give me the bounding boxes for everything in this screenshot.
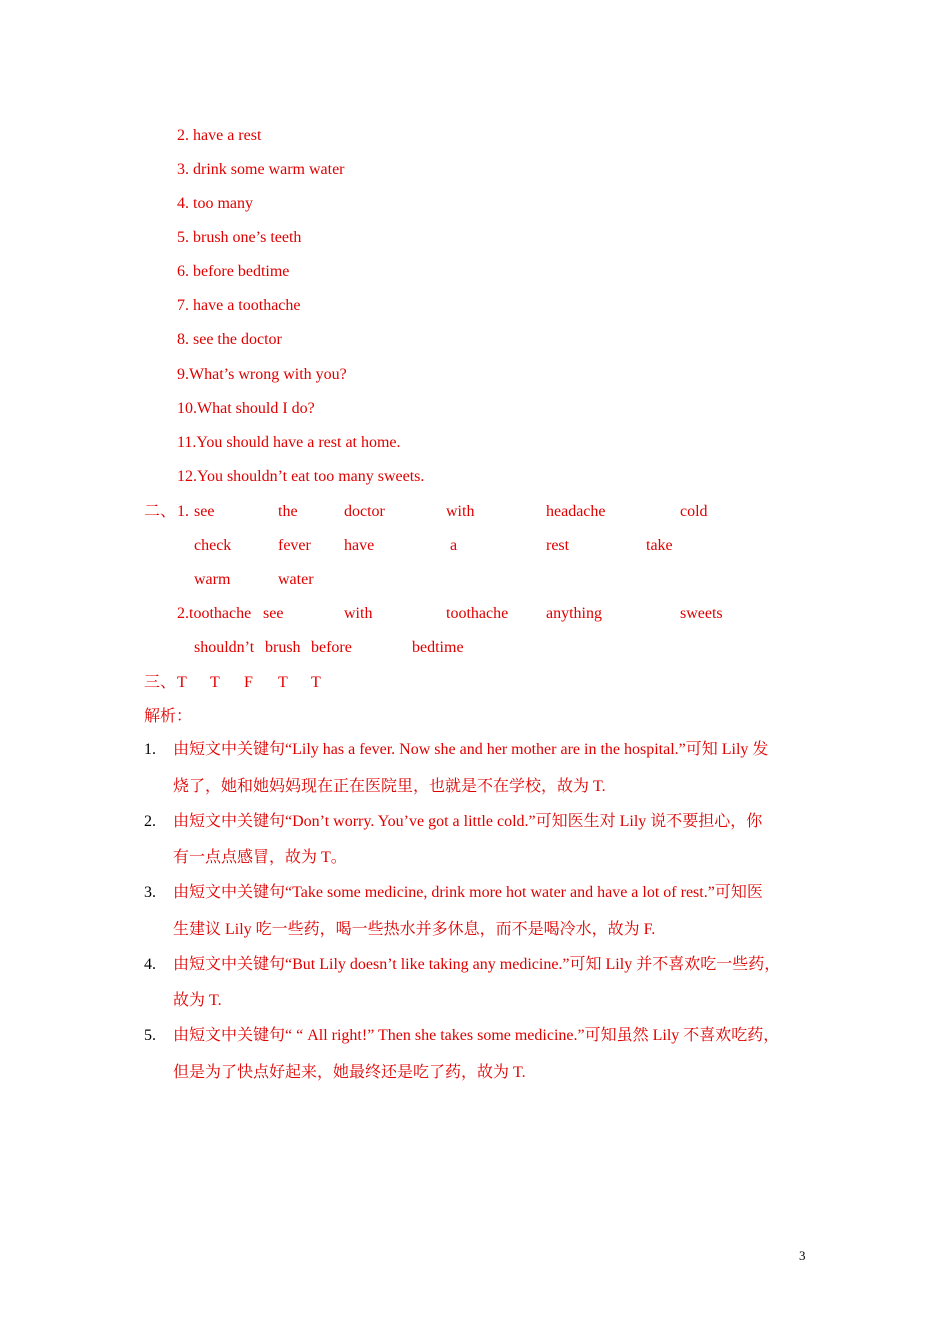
answer-word: see [194, 503, 215, 520]
list-item: 8. see the doctor [177, 331, 282, 348]
analysis-text: 由短文中关键句“But Lily doesn’t like taking any medicine.”可知 Lily 并不喜欢吃一些药， [173, 956, 781, 973]
analysis-text: 故为 T. [173, 992, 222, 1009]
answer-word: 2.toothache [177, 605, 252, 622]
list-item: 9.What’s wrong with you? [177, 366, 347, 383]
answer-word: anything [546, 605, 602, 622]
answer-word: toothache [446, 605, 509, 622]
list-item: 5. brush one’s teeth [177, 229, 302, 246]
analysis-label: 解析： [144, 708, 193, 725]
answer-word: brush [265, 639, 301, 656]
list-item: 10.What should I do? [177, 400, 315, 417]
answer-word: take [646, 537, 673, 554]
answer-word: with [446, 503, 475, 520]
analysis-number: 3. [144, 884, 156, 901]
list-item: 7. have a toothache [177, 297, 301, 314]
answer-word: warm [194, 571, 231, 588]
tf-answer: T [311, 674, 321, 691]
analysis-text: 生建议 Lily 吃一些药，喝一些热水并多休息，而不是喝冷水，故为 F. [173, 921, 656, 938]
answer-word: see [263, 605, 284, 622]
analysis-text: 由短文中关键句“ “ All right!” Then she takes some medicine.”可知虽然 Lily 不喜欢吃药， [173, 1027, 780, 1044]
answer-word: bedtime [412, 639, 464, 656]
list-item: 12.You shouldn’t eat too many sweets. [177, 468, 425, 485]
answer-word: before [311, 639, 352, 656]
list-item: 2. have a rest [177, 127, 262, 144]
answer-word: water [278, 571, 314, 588]
analysis-number: 5. [144, 1027, 156, 1044]
answer-word: fever [278, 537, 311, 554]
answer-word: a [450, 537, 458, 554]
answer-word: sweets [680, 605, 723, 622]
answer-word: check [194, 537, 232, 554]
answer-word: shouldn’t [194, 639, 255, 656]
analysis-text: 由短文中关键句“Lily has a fever. Now she and her mother are in the hospital.”可知 Lily 发 [173, 741, 769, 758]
answer-word: doctor [344, 503, 385, 520]
section-2-label: 二、 [144, 503, 177, 520]
list-item: 11.You should have a rest at home. [177, 434, 401, 451]
list-item: 6. before bedtime [177, 263, 290, 280]
tf-answer: T [278, 674, 288, 691]
answer-word: with [344, 605, 373, 622]
answer-word: rest [546, 537, 570, 554]
section-2-part1-number: 1. [177, 503, 189, 520]
tf-answer: T [210, 674, 220, 691]
answer-word: the [278, 503, 298, 520]
analysis-number: 1. [144, 741, 156, 758]
analysis-number: 4. [144, 956, 156, 973]
tf-answer: F [244, 674, 253, 691]
tf-answer: T [177, 674, 187, 691]
section-3-label: 三、 [144, 674, 177, 691]
list-item: 3. drink some warm water [177, 161, 345, 178]
analysis-text: 由短文中关键句“Take some medicine, drink more hot water and have a lot of rest.”可知医 [173, 884, 763, 901]
analysis-text: 有一点点感冒，故为 T。 [173, 849, 347, 866]
answer-word: have [344, 537, 375, 554]
list-item: 4. too many [177, 195, 253, 212]
analysis-number: 2. [144, 813, 156, 830]
answer-word: cold [680, 503, 708, 520]
analysis-text: 烧了，她和她妈妈现在正在医院里，也就是不在学校，故为 T. [173, 778, 606, 795]
answer-word: headache [546, 503, 606, 520]
analysis-text: 但是为了快点好起来，她最终还是吃了药，故为 T. [173, 1064, 526, 1081]
analysis-text: 由短文中关键句“Don’t worry. You’ve got a little cold.”可知医生对 Lily 说不要担心，你 [173, 813, 763, 830]
page-number: 3 [799, 1248, 806, 1263]
